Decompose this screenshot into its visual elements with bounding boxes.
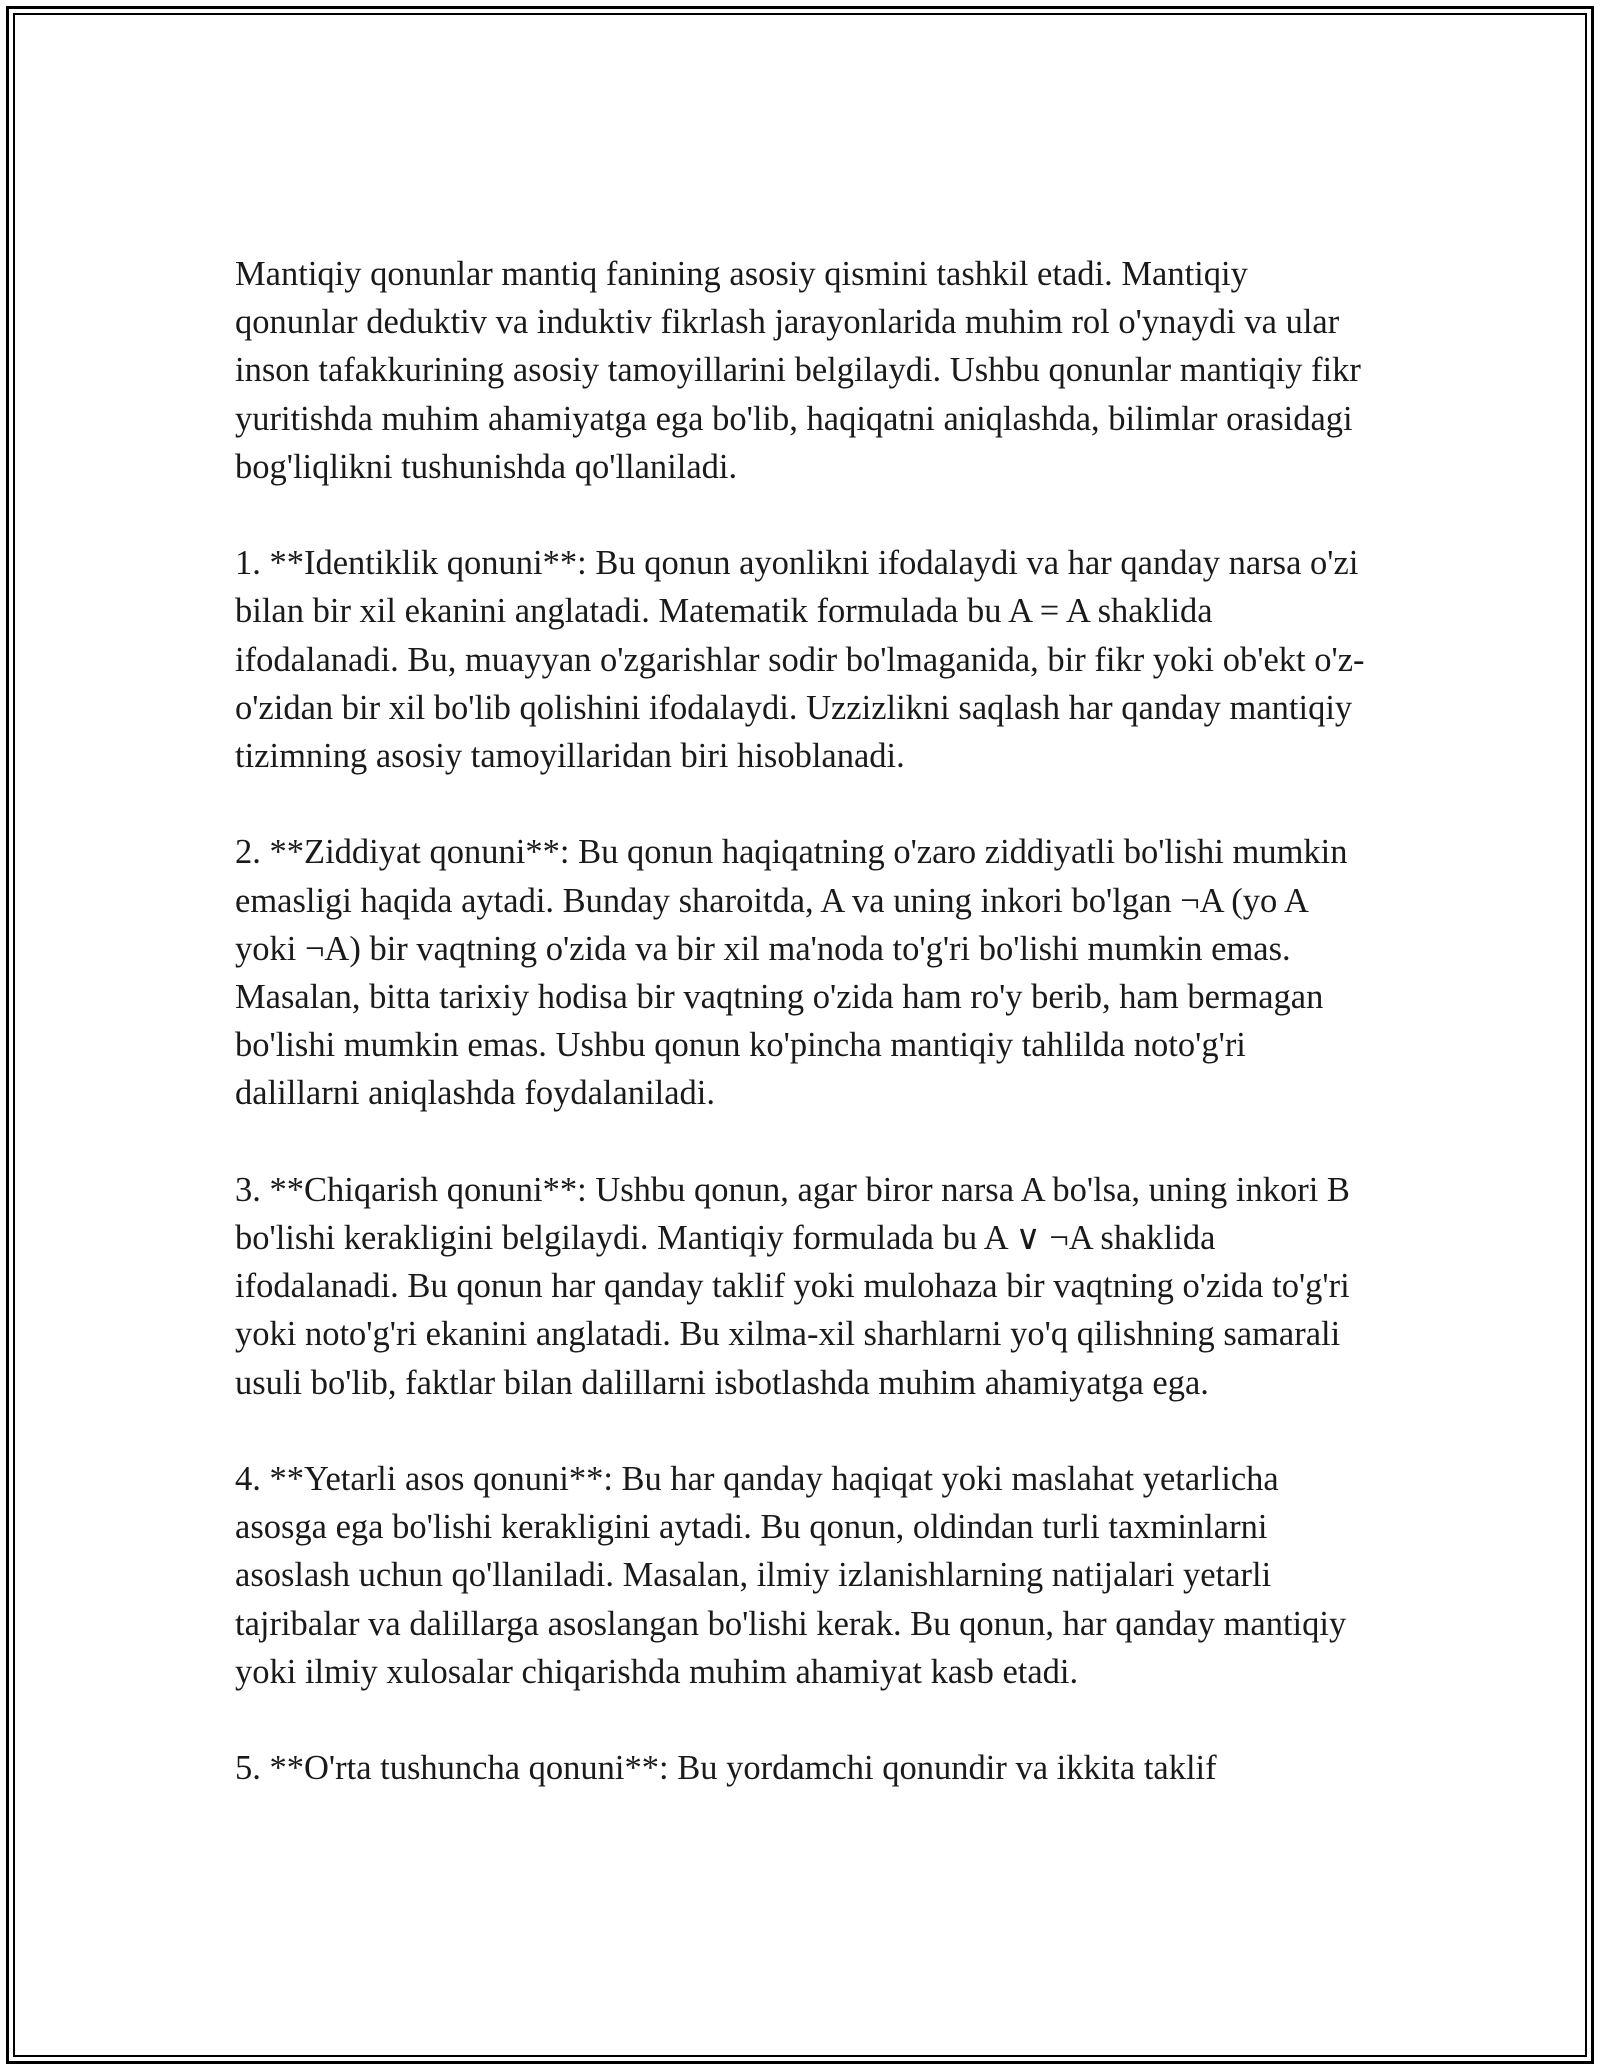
- identity-law-paragraph: 1. **Identiklik qonuni**: Bu qonun ayonlikni ifodalaydi va har qanday narsa o'zi bilan bir xil ekanini anglatadi. Matematik formulada bu A = A shaklida ifodalanadi. Bu, muayyan o'zgarishlar sodir bo'lmaganida, bir fikr yoki ob'ekt o'z-o'zidan bir xil bo'lib qolishini ifodalaydi. Uzzizlikni saqlash har qanday mantiqiy tizimning asosiy tamoyillaridan biri hisoblanadi.: [235, 544, 1365, 776]
- document-body: [235, 250, 1375, 1792]
- sufficient-reason-law-paragraph: 4. **Yetarli asos qonuni**: Bu har qanday haqiqat yoki maslahat yetarlicha asosga ega bo'lishi kerakligini aytadi. Bu qonun, oldindan turli taxminlarni asoslash uchun qo'llaniladi. Masalan, ilmiy izlanishlarning natijalari yetarli tajribalar va dalillarga asoslangan bo'lishi kerak. Bu qonun, har qanday mantiqiy yoki ilmiy xulosalar chiqarishda muhim ahamiyat kasb etadi.: [235, 1460, 1347, 1691]
- intro-paragraph: Mantiqiy qonunlar mantiq fanining asosiy qismini tashkil etadi. Mantiqiy qonunlar deduktiv va induktiv fikrlash jarayonlarida muhim rol o'ynaydi va ular inson tafakkurining asosiy tamoyillarini belgilaydi. Ushbu qonunlar mantiqiy fikr yuritishda muhim ahamiyatga ega bo'lib, haqiqatni aniqlashda, bilimlar orasidagi bog'liqlikni tushunishda qo'llaniladi.: [235, 255, 1361, 486]
- middle-term-law-paragraph: 5. **O'rta tushuncha qonuni**: Bu yordamchi qonundir va ikkita taklif: [235, 1749, 1217, 1788]
- excluded-middle-law-paragraph: 3. **Chiqarish qonuni**: Ushbu qonun, agar biror narsa A bo'lsa, uning inkori B bo'lishi kerakligini belgilaydi. Mantiqiy formulada bu A ∨ ¬A shaklida ifodalanadi. Bu qonun har qanday taklif yoki mulohaza bir vaqtning o'zida to'g'ri yoki noto'g'ri ekanini anglatadi. Bu xilma-xil sharhlarni yo'q qilishning samarali usuli bo'lib, faktlar bilan dalillarni isbotlashda muhim ahamiyatga ega.: [235, 1170, 1350, 1402]
- contradiction-law-paragraph: 2. **Ziddiyat qonuni**: Bu qonun haqiqatning o'zaro ziddiyatli bo'lishi mumkin emasligi haqida aytadi. Bunday sharoitda, A va uning inkori bo'lgan ¬A (yo A yoki ¬A) bir vaqtning o'zida va bir xil ma'noda to'g'ri bo'lishi mumkin emas. Masalan, bitta tarixiy hodisa bir vaqtning o'zida ham ro'y berib, ham bermagan bo'lishi mumkin emas. Ushbu qonun ko'pincha mantiqiy tahlilda noto'g'ri dalillarni aniqlashda foydalaniladi.: [235, 833, 1348, 1113]
